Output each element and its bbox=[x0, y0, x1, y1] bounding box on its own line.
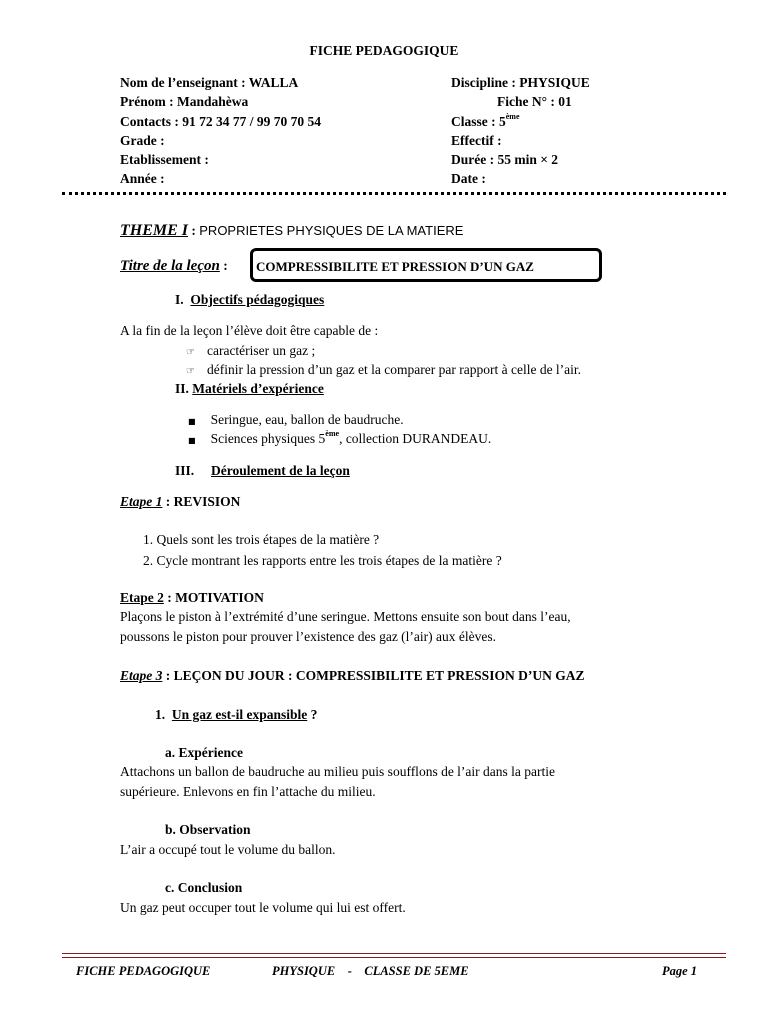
square-bullet-icon: ■ bbox=[188, 417, 196, 426]
pointing-hand-icon: ☞ bbox=[186, 366, 195, 377]
page-title: FICHE PEDAGOGIQUE bbox=[309, 43, 459, 58]
conclusion-heading: c. Conclusion bbox=[165, 880, 243, 895]
etape2-line: poussons le piston pour prouver l’existence des gaz (l’air) aux élèves. bbox=[120, 629, 497, 644]
teacher-name: Nom de l’enseignant : WALLA bbox=[120, 75, 299, 90]
footer-page-number: Page 1 bbox=[662, 964, 698, 978]
footer-divider bbox=[62, 953, 726, 954]
observation-heading: b. Observation bbox=[165, 822, 251, 837]
objectifs-intro: A la fin de la leçon l’élève doit être capable de : bbox=[120, 323, 379, 338]
teacher-firstname: Prénom : Mandahèwa bbox=[120, 94, 249, 109]
materiel-item: ■ Seringue, eau, ballon de baudruche. bbox=[188, 412, 404, 427]
footer-center: PHYSIQUE - CLASSE DE 5EME bbox=[272, 964, 469, 978]
objectifs-heading: I. Objectifs pédagogiques bbox=[175, 292, 325, 307]
etape2-heading: Etape 2 : MOTIVATION bbox=[120, 590, 264, 605]
experience-line: supérieure. Enlevons en fin l’attache du milieu. bbox=[120, 784, 376, 799]
lesson-title-line: Titre de la leçon : bbox=[120, 258, 228, 274]
objectif-item: ☞ définir la pression d’un gaz et la comparer par rapport à celle de l’air. bbox=[186, 362, 582, 377]
classe: Classe : 5ème bbox=[451, 112, 520, 129]
square-bullet-icon: ■ bbox=[188, 436, 196, 445]
experience-line: Attachons un ballon de baudruche au milieu puis soufflons de l’air dans la partie bbox=[120, 764, 556, 779]
conclusion-text: Un gaz peut occuper tout le volume qui lui est offert. bbox=[120, 900, 406, 915]
pointing-hand-icon: ☞ bbox=[186, 347, 195, 358]
teacher-grade: Grade : bbox=[120, 133, 165, 148]
etape3-heading: Etape 3 : LEÇON DU JOUR : COMPRESSIBILITE ET PRESSION D’UN GAZ bbox=[120, 668, 585, 683]
header-divider bbox=[62, 192, 726, 195]
deroulement-heading: III. Déroulement de la leçon bbox=[175, 463, 350, 478]
footer-left: FICHE PEDAGOGIQUE bbox=[76, 964, 211, 978]
teacher-contacts: Contacts : 91 72 34 77 / 99 70 70 54 bbox=[120, 114, 321, 129]
school-year: Année : bbox=[120, 171, 165, 186]
etape1-item: 1. Quels sont les trois étapes de la matière ? bbox=[143, 532, 380, 547]
theme-line: THEME I : PROPRIETES PHYSIQUES DE LA MATIERE bbox=[120, 222, 464, 239]
etape1-heading: Etape 1 : REVISION bbox=[120, 494, 241, 509]
date: Date : bbox=[451, 171, 486, 186]
lesson-title: COMPRESSIBILITE ET PRESSION D’UN GAZ bbox=[256, 259, 534, 274]
section1-heading: 1. Un gaz est-il expansible ? bbox=[155, 707, 318, 722]
experience-heading: a. Expérience bbox=[165, 745, 243, 760]
footer-divider bbox=[62, 957, 726, 958]
etape2-line: Plaçons le piston à l’extrémité d’une seringue. Mettons ensuite son bout dans l’eau, bbox=[120, 609, 571, 624]
materiel-item: ■ Sciences physiques 5ème, collection DURANDEAU. bbox=[188, 429, 492, 446]
duree: Durée : 55 min × 2 bbox=[451, 152, 559, 167]
materiels-heading: II. Matériels d’expérience bbox=[175, 381, 324, 396]
effectif: Effectif : bbox=[451, 133, 502, 148]
fiche-number: Fiche N° : 01 bbox=[497, 94, 572, 109]
teacher-school: Etablissement : bbox=[120, 152, 209, 167]
discipline: Discipline : PHYSIQUE bbox=[451, 75, 590, 90]
observation-text: L’air a occupé tout le volume du ballon. bbox=[120, 842, 336, 857]
objectif-item: ☞ caractériser un gaz ; bbox=[186, 343, 316, 358]
etape1-item: 2. Cycle montrant les rapports entre les trois étapes de la matière ? bbox=[143, 553, 502, 568]
